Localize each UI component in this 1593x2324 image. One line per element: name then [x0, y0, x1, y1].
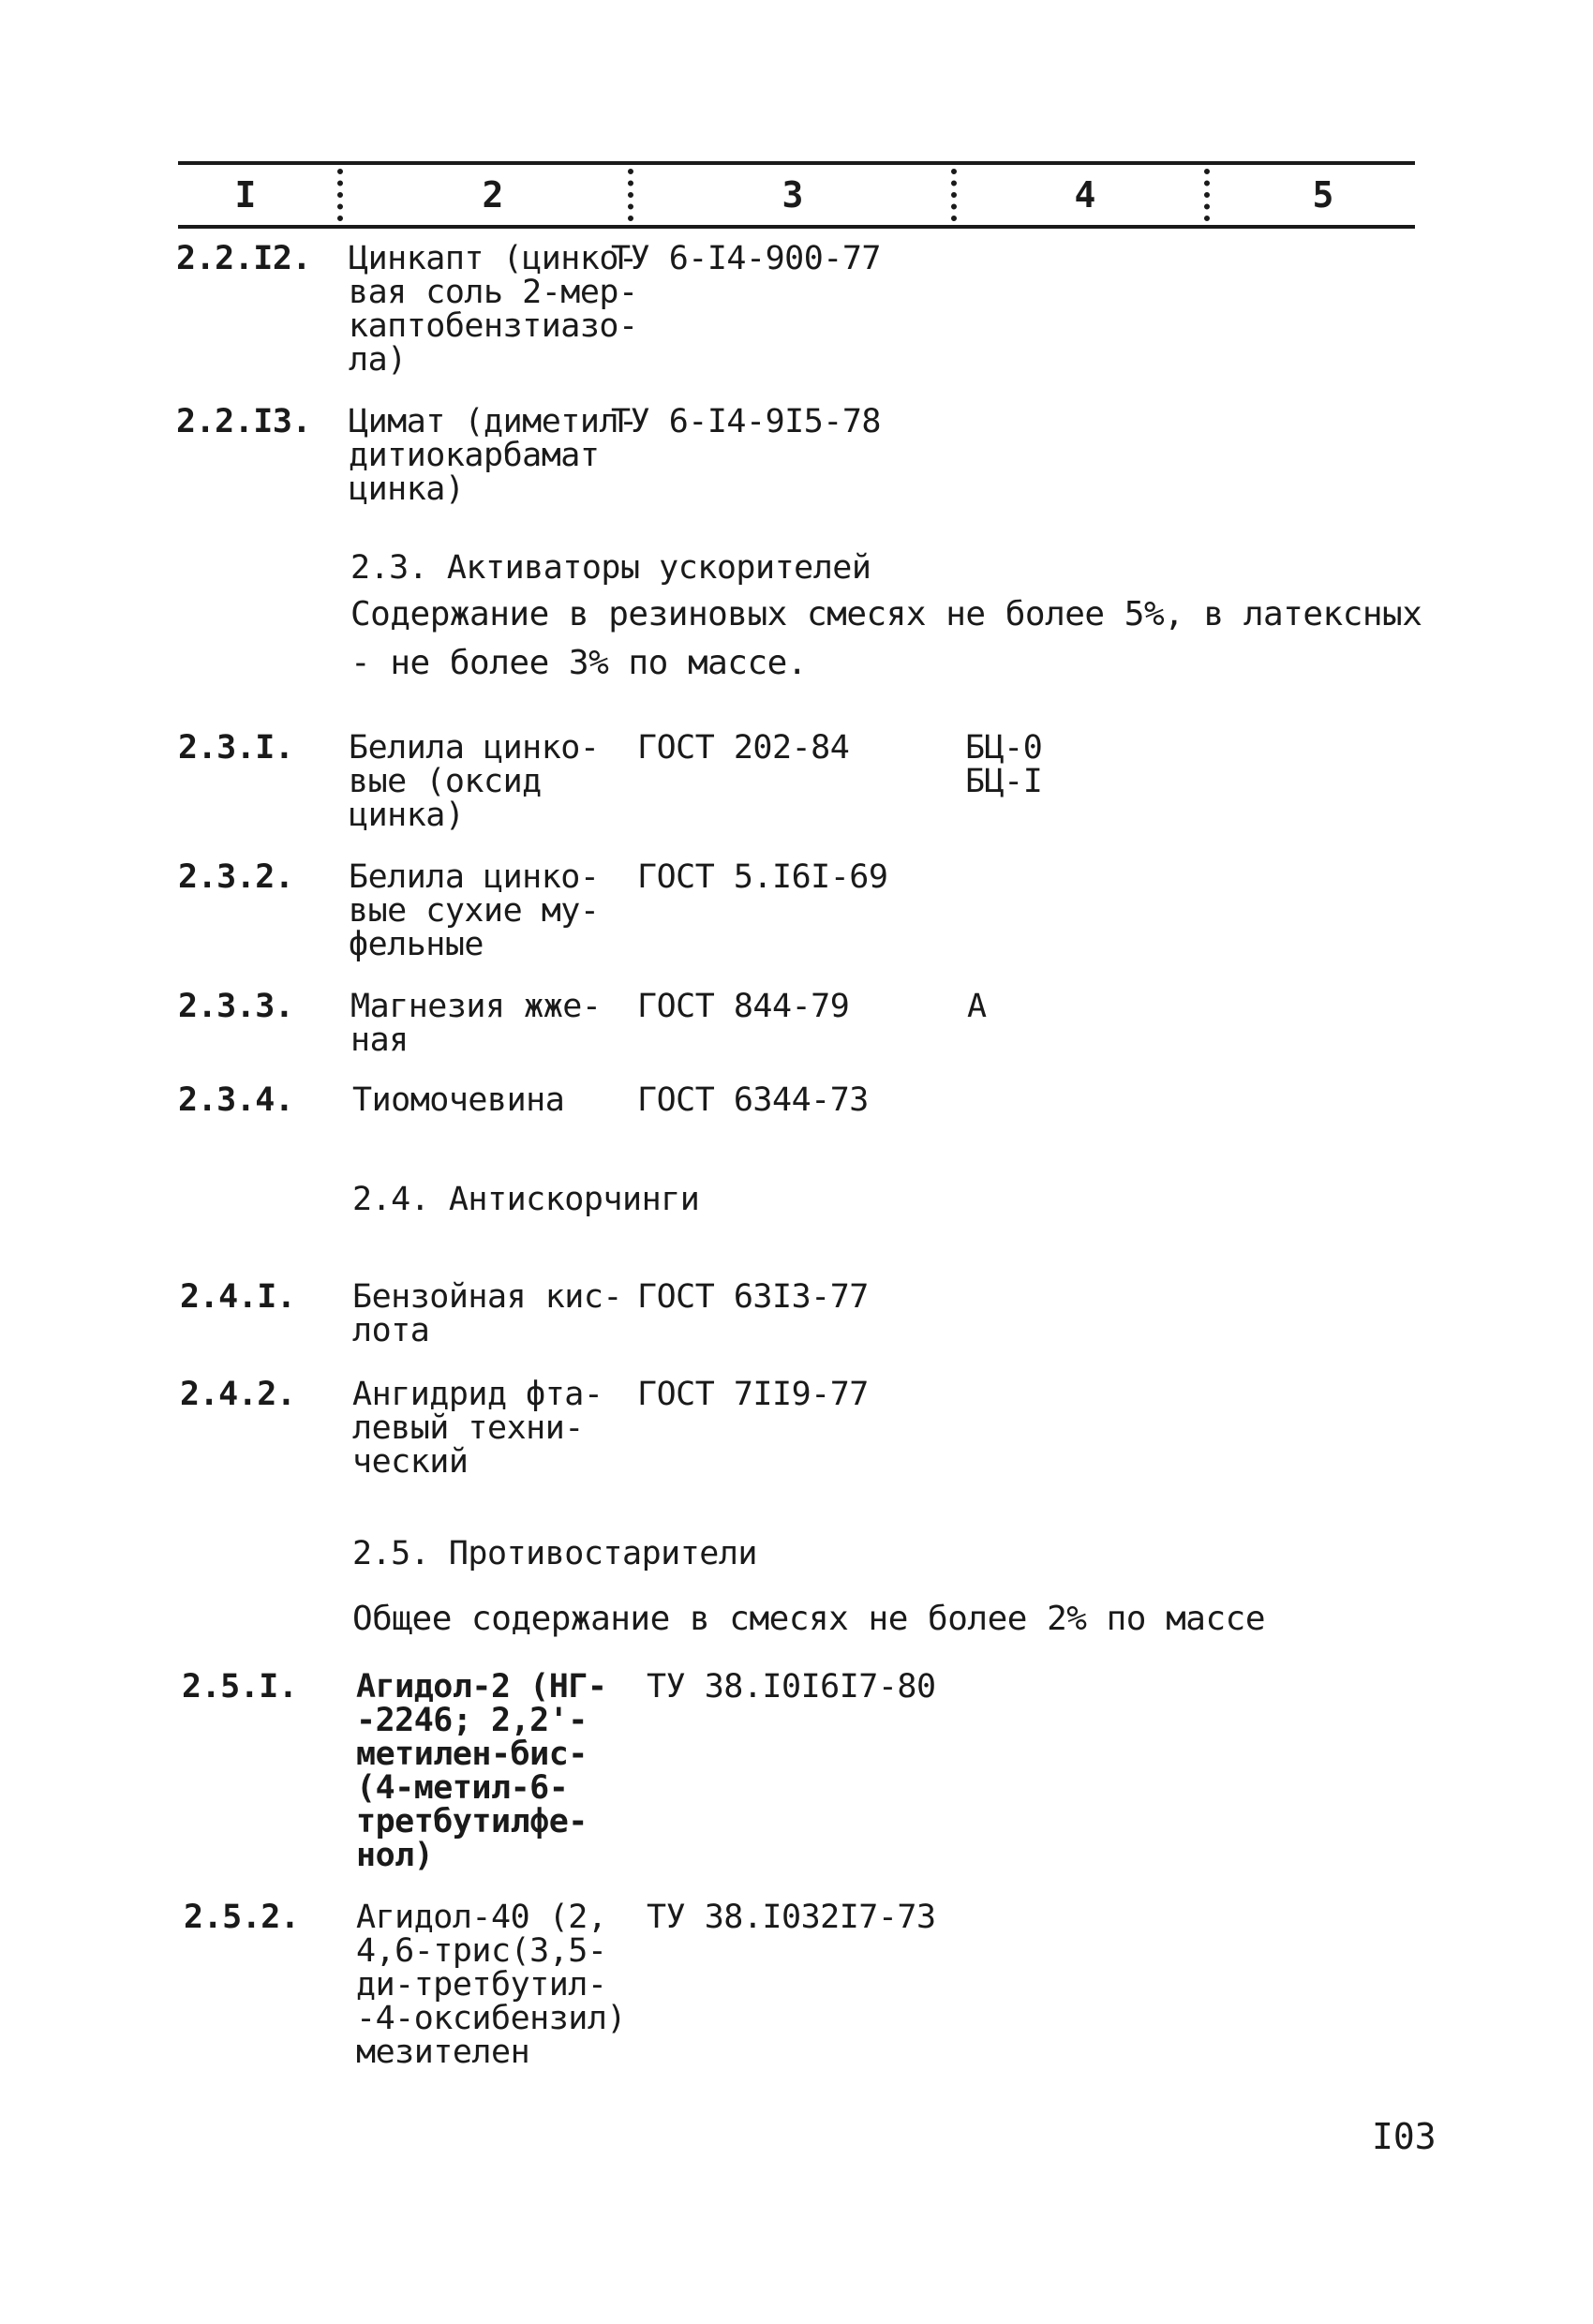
section-note: Общее содержание в смесях не более 2% по массе [352, 1600, 1265, 1638]
material-name: Агидол-2 (НГ- -2246; 2,2'- метилен-бис- (4-метил-6- третбутилфе- нол) [356, 1668, 607, 1874]
material-name: Бензойная кис- лота [352, 1278, 623, 1349]
standard-reference: ГОСТ 202-84 [637, 729, 850, 767]
grade-mark: А [967, 988, 987, 1025]
section-note: - не более 3% по массе. [350, 644, 807, 682]
entry-number: 2.3.2. [178, 858, 294, 896]
standard-reference: ГОСТ 5.I6I-69 [637, 858, 888, 896]
entry-number: 2.3.4. [178, 1081, 294, 1119]
table-header-top-rule [178, 161, 1415, 165]
material-name: Цинкапт (цинко- вая соль 2-мер- каптобензтиазо- ла) [349, 240, 638, 379]
column-separator [628, 169, 633, 221]
material-name: Агидол-40 (2, 4,6-трис(3,5- ди-третбутил- -4-оксибензил) мезителен [356, 1899, 627, 2071]
column-separator [337, 169, 343, 221]
section-title: 2.3. Активаторы ускорителей [350, 549, 871, 587]
column-header-4: 4 [1074, 174, 1096, 216]
material-name: Белила цинко- вые сухие му- фельные [349, 858, 600, 963]
section-note: Содержание в резиновых смесях не более 5%, в латексных [350, 595, 1422, 633]
grade-mark: БЦ-0 БЦ-I [965, 729, 1043, 800]
column-header-5: 5 [1312, 174, 1334, 216]
standard-reference: ГОСТ 6344-73 [637, 1081, 869, 1119]
standard-reference: ГОСТ 63I3-77 [637, 1278, 869, 1316]
material-name: Ангидрид фта- левый техни- ческий [352, 1376, 603, 1481]
column-separator [1204, 169, 1210, 221]
material-name: Магнезия жже- ная [350, 988, 602, 1059]
standard-reference: ТУ 38.I032I7-73 [647, 1899, 936, 1936]
entry-number: 2.3.I. [178, 729, 294, 767]
entry-number: 2.5.I. [182, 1668, 298, 1706]
standard-reference: ТУ 6-I4-9I5-78 [611, 403, 882, 440]
entry-number: 2.4.I. [180, 1278, 296, 1316]
column-header-3: 3 [782, 174, 804, 216]
standard-reference: ГОСТ 7II9-77 [637, 1376, 869, 1413]
entry-number: 2.2.I3. [176, 403, 312, 440]
material-name: Цимат (диметил- дитиокарбамат цинка) [349, 403, 638, 508]
standard-reference: ТУ 38.I0I6I7-80 [647, 1668, 936, 1706]
standard-reference: ГОСТ 844-79 [637, 988, 850, 1025]
entry-number: 2.2.I2. [176, 240, 312, 277]
column-header-1: I [234, 174, 257, 216]
entry-number: 2.3.3. [178, 988, 294, 1025]
table-header-bottom-rule [178, 225, 1415, 229]
column-separator [951, 169, 957, 221]
material-name: Белила цинко- вые (оксид цинка) [349, 729, 600, 834]
entry-number: 2.4.2. [180, 1376, 296, 1413]
section-title: 2.5. Противостарители [352, 1535, 758, 1572]
standard-reference: ТУ 6-I4-900-77 [611, 240, 882, 277]
page-number: I03 [1372, 2116, 1437, 2157]
column-header-2: 2 [482, 174, 504, 216]
section-title: 2.4. Антискорчинги [352, 1181, 700, 1218]
entry-number: 2.5.2. [184, 1899, 300, 1936]
material-name: Тиомочевина [352, 1081, 565, 1119]
